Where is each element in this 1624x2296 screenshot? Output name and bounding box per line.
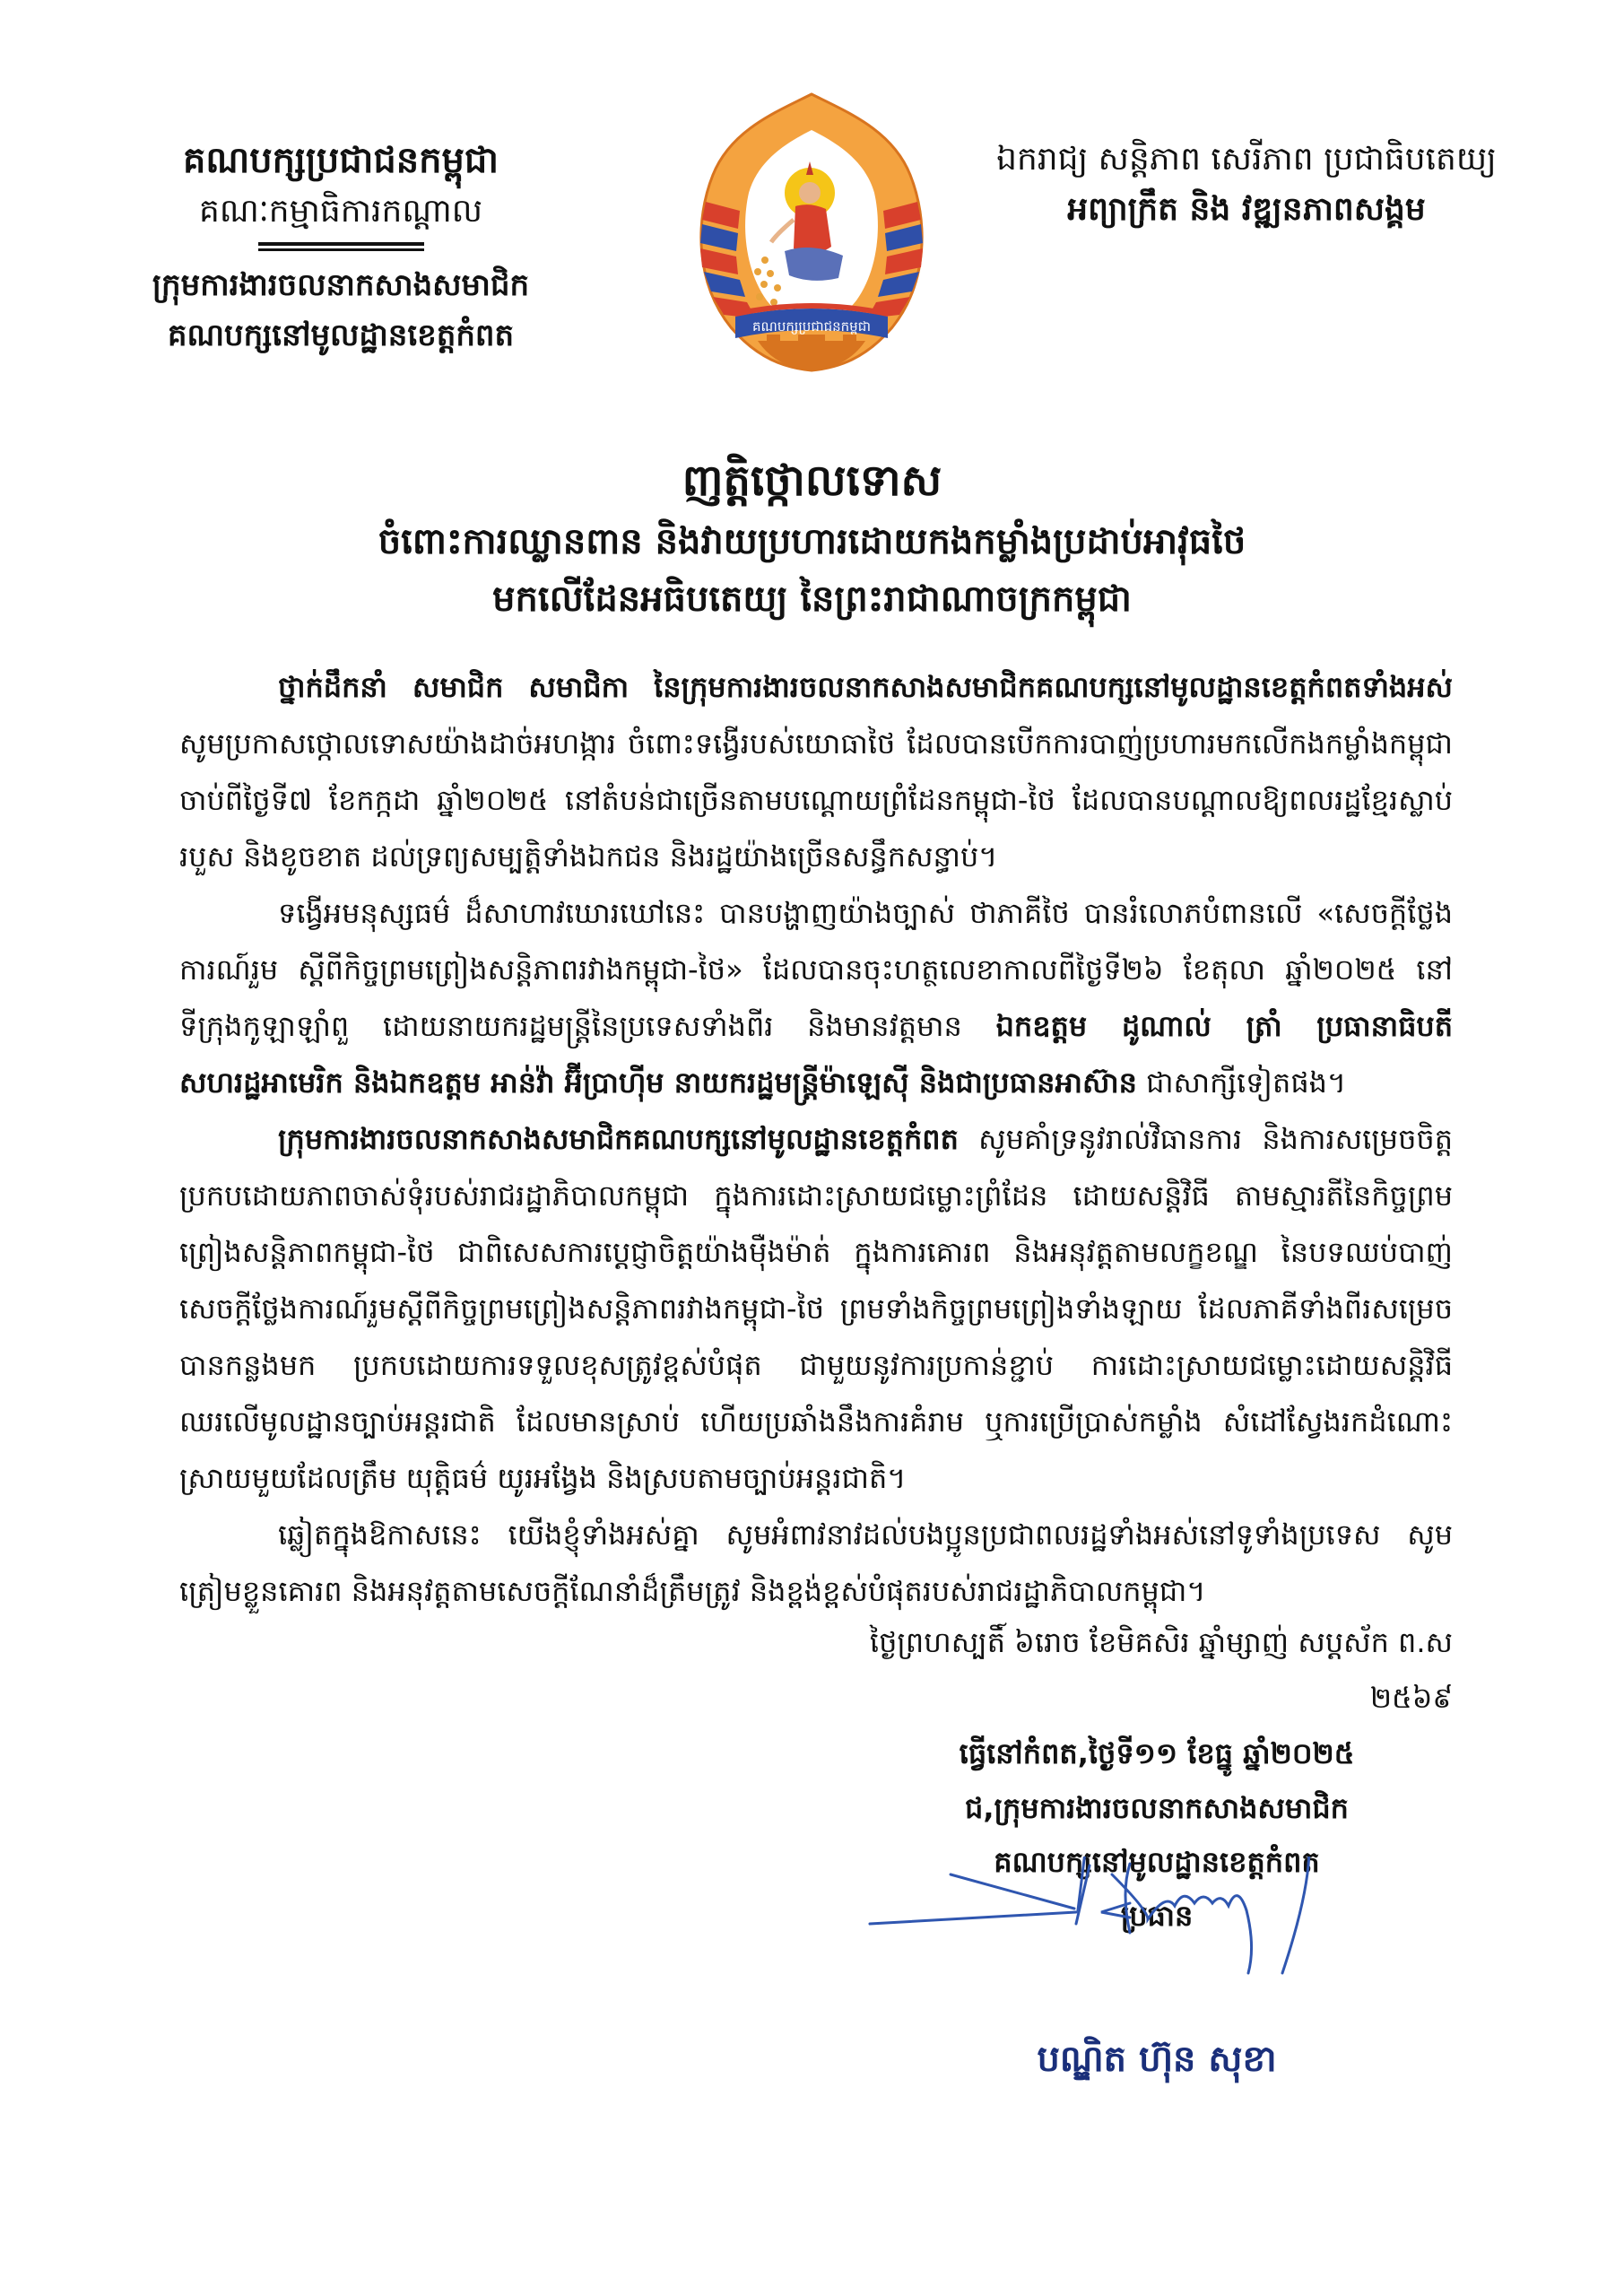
national-motto-line1: ឯករាជ្យ សន្តិភាព សេរីភាព ប្រជាធិបតេយ្យ — [996, 141, 1497, 178]
page-title: ញត្តិថ្កោលទោស — [682, 456, 942, 506]
statement-body — [179, 659, 1453, 1620]
paragraph-3-text: សូមគាំទ្រនូវរាល់វិធានការ និងការសម្រេចចិត្ត ប្រកបដោយភាពចាស់ទុំរបស់រាជរដ្ឋាភិបាលកម្ពុជា ក្នុងការដោះស្រាយជម្លោះព្រំដែន ដោយសន្តិវិធី តាមស្មារតីនៃកិច្ចព្រមព្រៀងសន្តិភាពកម្ពុជា-ថៃ ជាពិសេសការប្តេជ្ញាចិត្តយ៉ាងម៉ឺងម៉ាត់ ក្នុងការគោរព និងអនុវត្តតាមលក្ខខណ្ឌ នៃបទឈប់បាញ់ សេចក្តីថ្លែងការណ៍រួមស្តីពីកិច្ចព្រមព្រៀងសន្តិភាពរវាងកម្ពុជា-ថៃ ព្រមទាំងកិច្ចព្រមព្រៀងទាំងឡាយ ដែលភាគីទាំងពីរសម្រេចបានកន្លងមក ប្រកបដោយការទទួលខុសត្រូវខ្ពស់បំផុត ជាមួយនូវការប្រកាន់ខ្ជាប់ ការដោះស្រាយជម្លោះដោយសន្តិវិធី ឈរលើមូលដ្ឋានច្បាប់អន្តរជាតិ ដែលមានស្រាប់ ហើយប្រឆាំងនឹងការគំរាម ឬការប្រើប្រាស់កម្លាំង សំដៅស្វែងរកដំណោះស្រាយមួយដែលត្រឹម យុត្តិធម៌ យូរអង្វែង និងស្របតាមច្បាប់អន្តរជាតិ។ — [179, 1122, 1453, 1495]
lunar-date: ថ្ងៃព្រហស្បតិ៍ ៦រោច ខែមិគសិរ ឆ្នាំម្សាញ់ សប្តស័ក ព.ស ២៥៦៩ — [869, 1625, 1453, 1715]
paragraph-4-text: ឆ្លៀតក្នុងឱកាសនេះ យើងខ្ញុំទាំងអស់គ្នា សូមអំពាវនាវដល់បងប្អូនប្រជាពលរដ្ឋទាំងអស់នៅទូទាំងប្រទេស សូមត្រៀមខ្លួនគោរព និងអនុវត្តតាមសេចក្តីណែនាំដ៏ត្រឹមត្រូវ និងខ្ពង់ខ្ពស់បំផុតរបស់រាជរដ្ឋាភិបាលកម្ពុជា។ — [179, 1518, 1453, 1608]
paragraph-1-lead: ថ្នាក់ដឹកនាំ សមាជិក សមាជិកា នៃក្រុមការងារចលនាកសាងសមាជិកគណបក្សនៅមូលដ្ឋានខេត្តកំពតទាំងអស់ — [278, 670, 1453, 704]
working-group-subtitle: គណបក្សនៅមូលដ្ឋានខេត្តកំពត — [167, 317, 515, 353]
paragraph-3 — [179, 1111, 1453, 1507]
on-behalf-of: ជ,ក្រុមការងារចលនាកសាងសមាជិក — [965, 1791, 1349, 1825]
paragraph-4 — [179, 1507, 1453, 1620]
left-header — [108, 135, 574, 361]
on-behalf-of-sub: គណបក្សនៅមូលដ្ឋានខេត្តកំពត — [994, 1845, 1320, 1879]
title-block — [179, 448, 1445, 628]
place-and-date: ធ្វើនៅកំពត,ថ្ងៃទី១១ ខែធ្នូ ឆ្នាំ២០២៥ — [959, 1736, 1355, 1770]
signer-role: ប្រធាន — [1120, 1899, 1194, 1933]
title-subtitle-1: ចំពោះការឈ្លានពាន និងវាយប្រហារដោយកងកម្លាំងប្រដាប់អាវុធថៃ — [378, 521, 1246, 562]
paragraph-3-lead: ក្រុមការងារចលនាកសាងសមាជិកគណបក្សនៅមូលដ្ឋានខេត្តកំពត — [278, 1122, 959, 1156]
committee-name: គណៈកម្មាធិការកណ្តាល — [199, 193, 482, 230]
title-subtitle-2: មកលើដែនអធិបតេយ្យ នៃព្រះរាជាណាចក្រកម្ពុជា — [492, 578, 1132, 620]
handwritten-signature-icon — [861, 1857, 1363, 2009]
party-name: គណបក្សប្រជាជនកម្ពុជា — [183, 140, 499, 181]
paragraph-2-text-before: ទង្វើអមនុស្សធម៌ ដ៏សាហាវឃោរឃៅនេះ បានបង្ហាញយ៉ាងច្បាស់ ថាភាគីថៃ បានរំលោភបំពានលើ «សេចក្តីថ្លែងការណ៍រួម ស្តីពីកិច្ចព្រមព្រៀងសន្តិភាពរវាងកម្ពុជា-ថៃ» ដែលបានចុះហត្ថលេខាកាលពីថ្ងៃទី២៦ ខែតុលា ឆ្នាំ២០២៥ នៅទីក្រុងកូឡាឡាំពួ ដោយនាយករដ្ឋមន្ត្រីនៃប្រទេសទាំងពីរ និងមានវត្តមាន — [179, 896, 1454, 1043]
cpp-emblem-icon — [659, 76, 964, 381]
paragraph-1 — [179, 659, 1453, 885]
signer-name: បណ្ឌិត ហ៊ុន សុខា — [1037, 2039, 1277, 2080]
double-rule-divider — [258, 242, 424, 251]
svg-text:គណបក្សប្រជាជនកម្ពុជា: គណបក្សប្រជាជនកម្ពុជា — [752, 318, 871, 335]
right-header — [968, 135, 1524, 235]
paragraph-1-text: សូមប្រកាសថ្កោលទោសយ៉ាងដាច់អហង្ការ ចំពោះទង្វើរបស់យោធាថៃ ដែលបានបើកការបាញ់ប្រហារមកលើកងកម្លាំងកម្ពុជា ចាប់ពីថ្ងៃទី៧ ខែកក្កដា ឆ្នាំ២០២៥ នៅតំបន់ជាច្រើនតាមបណ្តោយព្រំដែនកម្ពុជា-ថៃ ដែលបានបណ្តាលឱ្យពលរដ្ឋខ្មែរស្លាប់ របួស និងខូចខាត ដល់ទ្រព្យសម្បត្តិទាំងឯកជន និងរដ្ឋយ៉ាងច្រើនសន្ធឹកសន្ធាប់។ — [179, 726, 1453, 874]
working-group-name: ក្រុមការងារចលនាកសាងសមាជិក — [152, 267, 530, 303]
paragraph-2-dignitaries: ឯកឧត្តម ដូណាល់ ត្រាំ ប្រធានាធិបតីសហរដ្ឋអាមេរិក និងឯកឧត្តម អាន់វ៉ា អ៊ីប្រាហ៊ីម នាយករដ្ឋមន្ត្រីម៉ាឡេស៊ី និងជាប្រធានអាស៊ាន — [179, 1009, 1454, 1100]
paragraph-2 — [179, 885, 1453, 1111]
paragraph-2-text-after: ជាសាក្សីទៀតផង។ — [1136, 1065, 1347, 1100]
national-motto-line2: អព្យាក្រឹត និង វឌ្ឍនភាពសង្គម — [1067, 191, 1426, 228]
